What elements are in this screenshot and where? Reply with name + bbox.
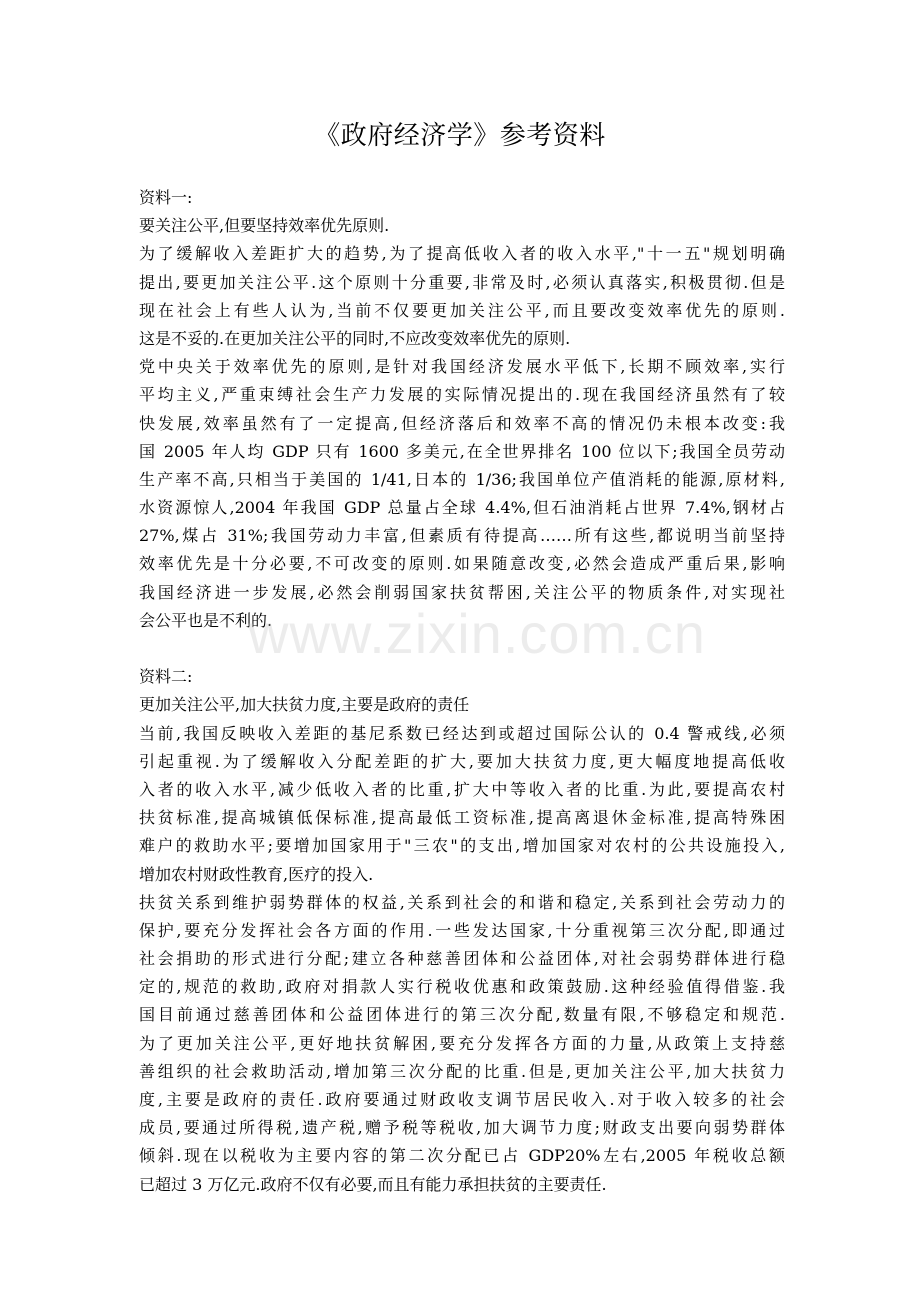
- section-subtitle: 要关注公平,但要坚持效率优先原则.: [139, 216, 390, 236]
- paragraph-line: 会公平也是不利的.: [139, 610, 273, 630]
- paragraph-line: 为了更加关注公平,更好地扶贫解困,要充分发挥各方面的力量,从政策上支持慈: [139, 1033, 785, 1053]
- paragraph-line: 引起重视.为了缓解收入分配差距的扩大,要加大扶贫力度,更大幅度地提高低收: [139, 751, 785, 771]
- paragraph-line: 入者的收入水平,减少低收入者的比重,扩大中等收入者的比重.为此,要提高农村: [139, 779, 785, 799]
- paragraph-line: 成员,要通过所得税,遗产税,赠予税等税收,加大调节力度;财政支出要向弱势群体: [139, 1118, 785, 1138]
- paragraph-line: 社会捐助的形式进行分配;建立各种慈善团体和公益团体,对社会弱势群体进行稳: [139, 949, 785, 969]
- paragraph-line: 27%,煤占 31%;我国劳动力丰富,但素质有待提高……所有这些,都说明当前坚持: [139, 526, 785, 546]
- paragraph-line: 度,主要是政府的责任.政府要通过财政收支调节居民收入.对于收入较多的社会: [139, 1090, 785, 1109]
- paragraph-line: 当前,我国反映收入差距的基尼系数已经达到或超过国际公认的 0.4 警戒线,必须: [139, 723, 785, 743]
- paragraph-line: 这是不妥的.在更加关注公平的同时,不应改变效率优先的原则.: [139, 328, 571, 348]
- section-subtitle: 更加关注公平,加大扶贫力度,主要是政府的责任: [139, 695, 470, 715]
- paragraph-line: 水资源惊人,2004 年我国 GDP 总量占全球 4.4%,但石油消耗占世界 7.4%,钢材占: [139, 498, 785, 518]
- paragraph-line: 为了缓解收入差距扩大的趋势,为了提高低收入者的收入水平,"十一五"规划明确: [139, 244, 785, 264]
- paragraph-line: 效率优先是十分必要,不可改变的原则.如果随意改变,必然会造成严重后果,影响: [139, 554, 785, 574]
- paragraph-line: 扶贫标准,提高城镇低保标准,提高最低工资标准,提高离退休金标准,提高特殊困: [139, 808, 785, 828]
- paragraph-line: 我国经济进一步发展,必然会削弱国家扶贫帮困,关注公平的物质条件,对实现社: [139, 582, 785, 602]
- document-title: 《政府经济学》参考资料: [314, 121, 606, 151]
- watermark: www.zixin.com.cn: [248, 602, 706, 665]
- document-body: [139, 184, 785, 1199]
- section-spacer: [139, 635, 785, 663]
- paragraph-line: 难户的救助水平;要增加国家用于"三农"的支出,增加国家对农村的公共设施投入,: [139, 836, 785, 856]
- paragraph-line: 提出,要更加关注公平.这个原则十分重要,非常及时,必须认真落实,积极贯彻.但是: [139, 272, 785, 292]
- paragraph-line: 国目前通过慈善团体和公益团体进行的第三次分配,数量有限,不够稳定和规范.: [139, 1005, 785, 1025]
- paragraph-line: 增加农村财政性教育,医疗的投入.: [139, 864, 374, 884]
- paragraph-line: 定的,规范的救助,政府对捐款人实行税收优惠和政策鼓励.这种经验值得借鉴.我: [139, 977, 785, 997]
- paragraph-line: 平均主义,严重束缚社会生产力发展的实际情况提出的.现在我国经济虽然有了较: [139, 385, 785, 405]
- paragraph-line: 快发展,效率虽然有了一定提高,但经济落后和效率不高的情况仍未根本改变:我: [139, 413, 785, 433]
- paragraph-line: 扶贫关系到维护弱势群体的权益,关系到社会的和谐和稳定,关系到社会劳动力的: [139, 892, 785, 912]
- paragraph-line: 已超过 3 万亿元.政府不仅有必要,而且有能力承担扶贫的主要责任.: [139, 1174, 607, 1194]
- section-heading: 资料二:: [139, 667, 193, 687]
- section-heading: 资料一:: [139, 188, 193, 207]
- paragraph-line: 生产率不高,只相当于美国的 1/41,日本的 1/36;我国单位产值消耗的能源,原材料,: [139, 469, 785, 489]
- paragraph-line: 保护,要充分发挥社会各方面的作用.一些发达国家,十分重视第三次分配,即通过: [139, 920, 785, 940]
- paragraph-line: 倾斜.现在以税收为主要内容的第二次分配已占 GDP20%左右,2005 年税收总额: [139, 1146, 785, 1166]
- paragraph-line: 善组织的社会救助活动,增加第三次分配的比重.但是,更加关注公平,加大扶贫力: [139, 1061, 785, 1081]
- paragraph-line: 党中央关于效率优先的原则,是针对我国经济发展水平低下,长期不顾效率,实行: [139, 357, 785, 377]
- paragraph-line: 现在社会上有些人认为,当前不仅要更加关注公平,而且要改变效率优先的原则.: [139, 300, 785, 320]
- paragraph-line: 国 2005 年人均 GDP 只有 1600 多美元,在全世界排名 100 位以下;我国全员劳动: [139, 441, 785, 461]
